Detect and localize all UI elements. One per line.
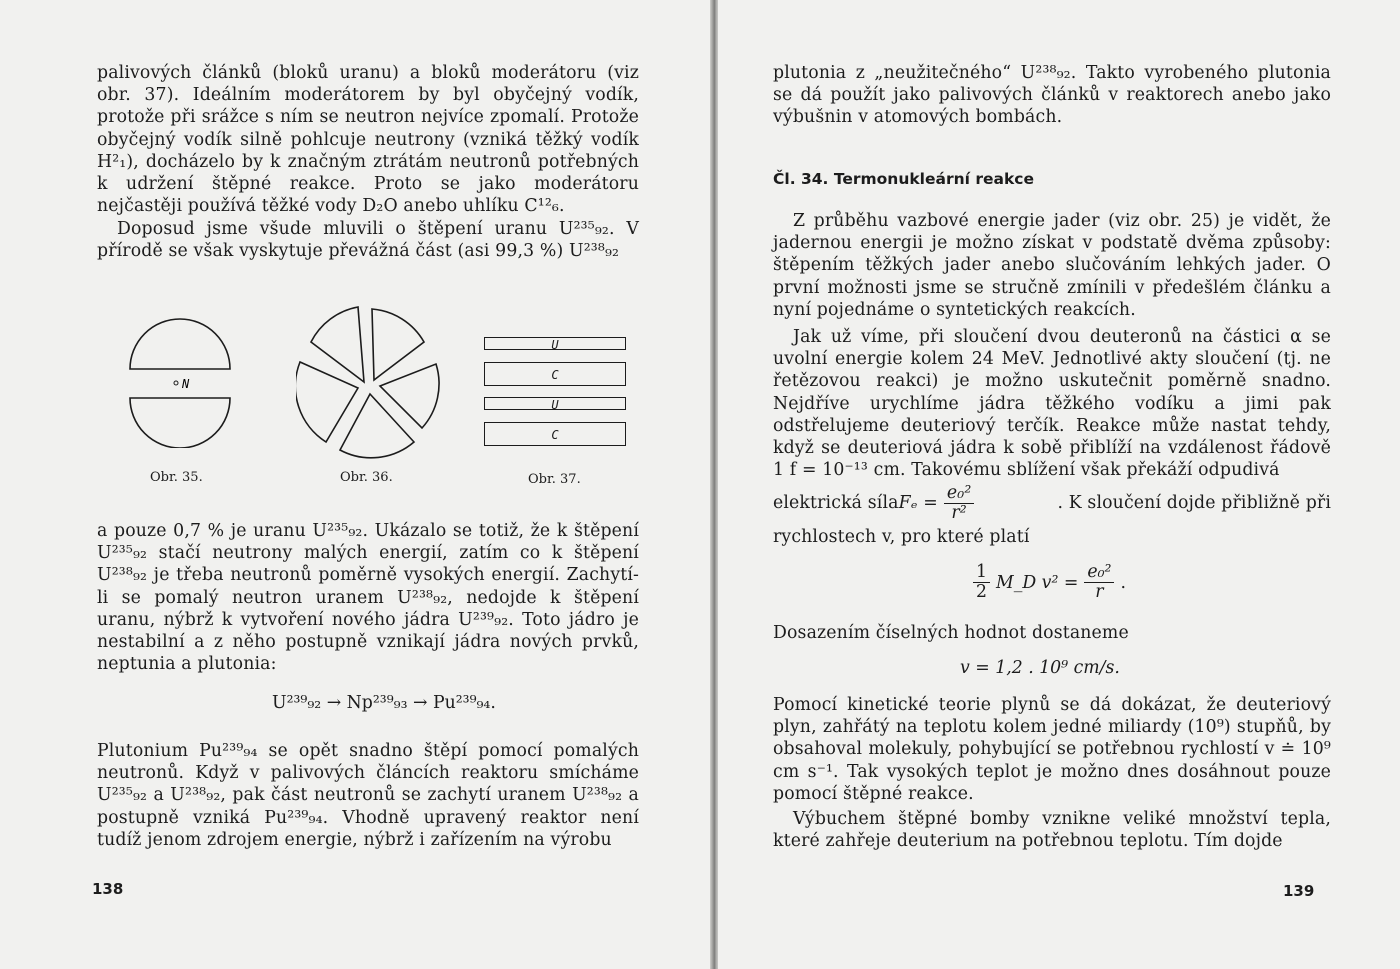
section-heading: Čl. 34. Termonukleární reakce (773, 170, 1034, 188)
figure-37-label-u2: U (551, 398, 559, 412)
figure-37-label-u1: U (551, 338, 559, 352)
figure-37-label-c1: C (551, 368, 559, 382)
right-paragraph-8: Výbuchem štěpné bomby vznikne veliké množství tepla, které zahřeje deuterium na potřebnou teplotu. Tím dojde (773, 809, 1331, 852)
right-paragraph-1: plutonia z „neužitečného“ U²³⁸₉₂. Takto vyrobeného plutonia se dá použít jako palivových článků v reaktorech anebo jako výbušnin v atomových bombách. (773, 63, 1331, 128)
eq2-left-den: 2 (976, 582, 987, 602)
eq2-mid: M_D v² = (996, 572, 1079, 593)
eq2-left-num: 1 (973, 563, 990, 583)
figure-37 (484, 337, 626, 449)
left-paragraph-2: Doposud jsme všude mluvili o štěpení uranu U²³⁵₉₂. V přírodě se však vyskytuje převážná část (asi 99,3 %) U²³⁸₉₂ (97, 219, 639, 262)
right-paragraph-2: Z průběhu vazbové energie jader (viz obr. 25) je vidět, že jadernou energii je možno získat v podstatě dvěma způsoby: štěpením těžkých jader anebo slučováním lehkých jader. O první možnosti jsme se stručně zmínili v předešlém článku a nyní pojednáme o syntetických reakcích. (773, 211, 1331, 320)
left-paragraph-3: a pouze 0,7 % je uranu U²³⁵₉₂. Ukázalo se totiž, že k štěpení U²³⁵₉₂ stačí neutrony malých energií, zatím co k štěpení U²³⁸₉₂ je třeba neutronů poměrně vysokých energií. Zachytí-li se pomalý neutron uranem U²³⁸₉₂, nedojde k štěpení uranu, nýbrž k vytvoření nového jádra U²³⁹₉₂. Toto jádro je nestabilní a z něho postupně vznikají jádra nových prvků, neptunia a plutonia: (97, 521, 639, 675)
decay-equation: U²³⁹₉₂ → Np²³⁹₉₃ → Pu²³⁹₉₄. (272, 693, 496, 713)
figure-35-neutron-label: N (182, 377, 190, 391)
right-paragraph-3: Jak už víme, při sloučení dvou deuteronů na částici α se uvolní energie kolem 24 MeV. Jednotlivé akty sloučení (tj. ne řetězovou reakci) je možno uskutečnit poměrně snadno. Nejdříve urychlíme jádra těžkého vodíku a jimi pak odstřelujeme deuteriový terčík. Reakce může nastat tehdy, když se deuteriová jádra k sobě přiblíží na vzdálenost řádově 1 f = 10⁻¹³ cm. Takovému sblížení však překáží odpudivá (773, 327, 1331, 481)
left-paragraph-4: Plutonium Pu²³⁹₉₄ se opět snadno štěpí pomocí pomalých neutronů. Když v palivových článcích reaktoru smícháme U²³⁵₉₂ a U²³⁸₉₂, pak část neutronů se zachytí uranem U²³⁸₉₂ a postupně vzniká Pu²³⁹₉₄. Vhodně upravený reaktor není tudíž jenom zdrojem energie, nýbrž i zařízením na výrobu (97, 741, 639, 850)
right-page (718, 0, 1400, 969)
eq2-right-fraction (1084, 563, 1114, 602)
figure-37-label-c2: C (551, 428, 559, 442)
coulomb-fraction (944, 484, 975, 523)
right-paragraph-6: Dosazením číselných hodnot dostaneme (773, 623, 1129, 643)
velocity-condition-equation: $\frac{1}{2}$ M_D v² = $\frac{\text{e₀²}}{r}$ . (973, 563, 1126, 602)
eq2-right-den: r (1095, 582, 1104, 602)
coulomb-fe: Fₑ = (898, 493, 938, 514)
figure-37-bar-u1 (484, 337, 626, 350)
coulomb-force-line (773, 484, 1331, 523)
coulomb-fraction-den: r² (951, 503, 967, 523)
coulomb-fraction-num: e₀² (944, 484, 975, 504)
caption-figure-37: Obr. 37. (528, 472, 581, 487)
right-paragraph-7: Pomocí kinetické teorie plynů se dá dokázat, že deuteriový plyn, zahřátý na teplotu kolem jedné miliardy (10⁹) stupňů, by obsahoval molekuly, pohybující se potřebnou rychlostí v ≐ 10⁹ cm s⁻¹. Tak vysokých teplot je možno dnes dosáhnout pouze pomocí štěpné reakce. (773, 695, 1331, 804)
coulomb-text-a: elektrická síla (773, 493, 899, 514)
caption-figure-36: Obr. 36. (340, 470, 393, 485)
right-paragraph-5: rychlostech v, pro které platí (773, 527, 1030, 547)
caption-figure-35: Obr. 35. (150, 470, 203, 485)
velocity-result-equation: v = 1,2 . 10⁹ cm/s. (960, 658, 1120, 678)
figure-35 (120, 318, 240, 448)
left-paragraph-1: palivových článků (bloků uranu) a bloků moderátoru (viz obr. 37). Ideálním moderátorem by byl obyčejný vodík, protože při srážce s ním se neutron nejvíce zpomalí. Protože obyčejný vodík silně pohlcuje neutrony (vzniká těžký vodík H²₁), docházelo by k značným ztrátám neutronů potřebných k udržení štěpné reakce. Proto se jako moderátoru nejčastěji používá těžké vody D₂O anebo uhlíku C¹²₆. (97, 63, 639, 217)
figure-37-bar-c2 (484, 422, 626, 446)
coulomb-text-b: . K sloučení dojde přibližně při (1057, 493, 1331, 514)
page-number-right: 139 (1283, 882, 1315, 900)
figure-37-bar-u2 (484, 397, 626, 410)
eq2-right-num: e₀² (1084, 563, 1114, 583)
eq2-left-fraction (973, 563, 990, 602)
figure-37-bar-c1 (484, 362, 626, 386)
figure-36 (296, 302, 441, 462)
page-number-left: 138 (92, 880, 124, 898)
